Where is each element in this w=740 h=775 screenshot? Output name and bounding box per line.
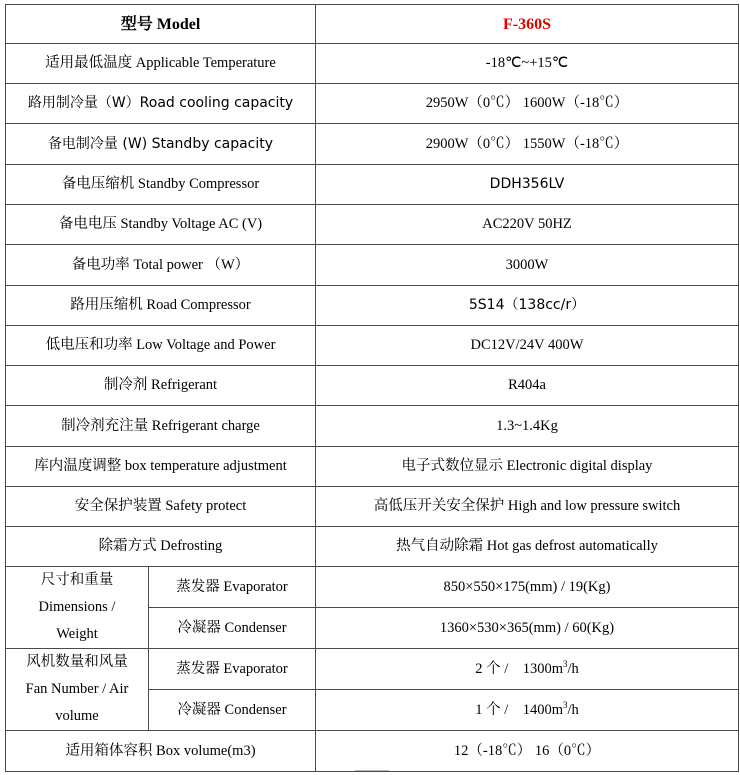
- dimensions-label-line: Weight: [56, 626, 98, 642]
- row-label: 备电制冷量 (W) Standby capacity: [6, 124, 316, 165]
- page-edge-divider: [355, 770, 389, 775]
- row-label: 安全保护装置 Safety protect: [6, 487, 316, 527]
- table-row: [6, 245, 739, 286]
- row-label: 库内温度调整 box temperature adjustment: [6, 447, 316, 487]
- table-row: [6, 487, 739, 527]
- table-row: [6, 447, 739, 487]
- row-label: 备电电压 Standby Voltage AC (V): [6, 205, 316, 245]
- dimensions-group-label: [6, 567, 149, 649]
- unit-superscript: 3: [563, 699, 568, 710]
- fan-count: 2 个 /: [475, 660, 509, 677]
- table-header-row: [6, 5, 739, 44]
- dimensions-evaporator-row: [6, 567, 739, 608]
- row-label: 路用制冷量（W）Road cooling capacity: [6, 84, 316, 124]
- row-value: 3000W: [316, 245, 739, 286]
- fans-evaporator-row: [6, 649, 739, 690]
- row-label: 适用箱体容积 Box volume(m3): [6, 731, 316, 772]
- model-name: F-360S: [316, 5, 739, 44]
- fans-condenser-value: [316, 690, 739, 731]
- row-value: 高低压开关安全保护 High and low pressure switch: [316, 487, 739, 527]
- table-row: [6, 326, 739, 366]
- row-value: R404a: [316, 366, 739, 406]
- row-label: 备电压缩机 Standby Compressor: [6, 165, 316, 205]
- row-value: 2950W（0℃） 1600W（-18℃）: [316, 84, 739, 124]
- table-row: [6, 366, 739, 406]
- row-label: 路用压缩机 Road Compressor: [6, 286, 316, 326]
- fans-label-line: Fan Number / Air: [25, 681, 129, 697]
- row-label: 制冷剂 Refrigerant: [6, 366, 316, 406]
- unit-superscript: 3: [563, 658, 568, 669]
- table-row: [6, 205, 739, 245]
- table-row: [6, 286, 739, 326]
- dimensions-evaporator-value: 850×550×175(mm) / 19(Kg): [316, 567, 739, 608]
- fan-airflow: 1400m: [522, 701, 564, 718]
- row-label: 备电功率 Total power （W）: [6, 245, 316, 286]
- unit-tail: /h: [567, 701, 579, 718]
- fans-condenser-label: 冷凝器 Condenser: [149, 690, 316, 731]
- dimensions-evaporator-label: 蒸发器 Evaporator: [149, 567, 316, 608]
- model-header-label: 型号 Model: [6, 5, 316, 44]
- row-label: 除霜方式 Defrosting: [6, 527, 316, 567]
- table-row: [6, 124, 739, 165]
- spec-table: [5, 4, 739, 772]
- fans-label-line: volume: [55, 708, 99, 724]
- table-row: [6, 406, 739, 447]
- fans-evaporator-value: [316, 649, 739, 690]
- row-label: 适用最低温度 Applicable Temperature: [6, 44, 316, 84]
- row-label: 低电压和功率 Low Voltage and Power: [6, 326, 316, 366]
- dimensions-condenser-value: 1360×530×365(mm) / 60(Kg): [316, 608, 739, 649]
- row-value: DDH356LV: [316, 165, 739, 205]
- row-value: -18℃~+15℃: [316, 44, 739, 84]
- fan-airflow: 1300m: [522, 660, 564, 677]
- table-row: [6, 731, 739, 772]
- dimensions-label-line: 尺寸和重量: [40, 572, 114, 588]
- table-row: [6, 165, 739, 205]
- fan-count: 1 个 /: [475, 701, 509, 718]
- dimensions-condenser-label: 冷凝器 Condenser: [149, 608, 316, 649]
- fans-label-line: 风机数量和风量: [26, 654, 128, 670]
- row-value: 1.3~1.4Kg: [316, 406, 739, 447]
- row-value: 12（-18℃） 16（0℃）: [316, 731, 739, 772]
- row-value: DC12V/24V 400W: [316, 326, 739, 366]
- unit-tail: /h: [567, 660, 579, 677]
- table-row: [6, 44, 739, 84]
- table-row: [6, 527, 739, 567]
- row-value: 5S14（138cc/r）: [316, 286, 739, 326]
- fans-evaporator-label: 蒸发器 Evaporator: [149, 649, 316, 690]
- row-value: 热气自动除霜 Hot gas defrost automatically: [316, 527, 739, 567]
- table-row: [6, 84, 739, 124]
- row-value: AC220V 50HZ: [316, 205, 739, 245]
- row-value: 电子式数位显示 Electronic digital display: [316, 447, 739, 487]
- dimensions-label-line: Dimensions /: [38, 599, 116, 615]
- fans-group-label: [6, 649, 149, 731]
- row-label: 制冷剂充注量 Refrigerant charge: [6, 406, 316, 447]
- row-value: 2900W（0℃） 1550W（-18℃）: [316, 124, 739, 165]
